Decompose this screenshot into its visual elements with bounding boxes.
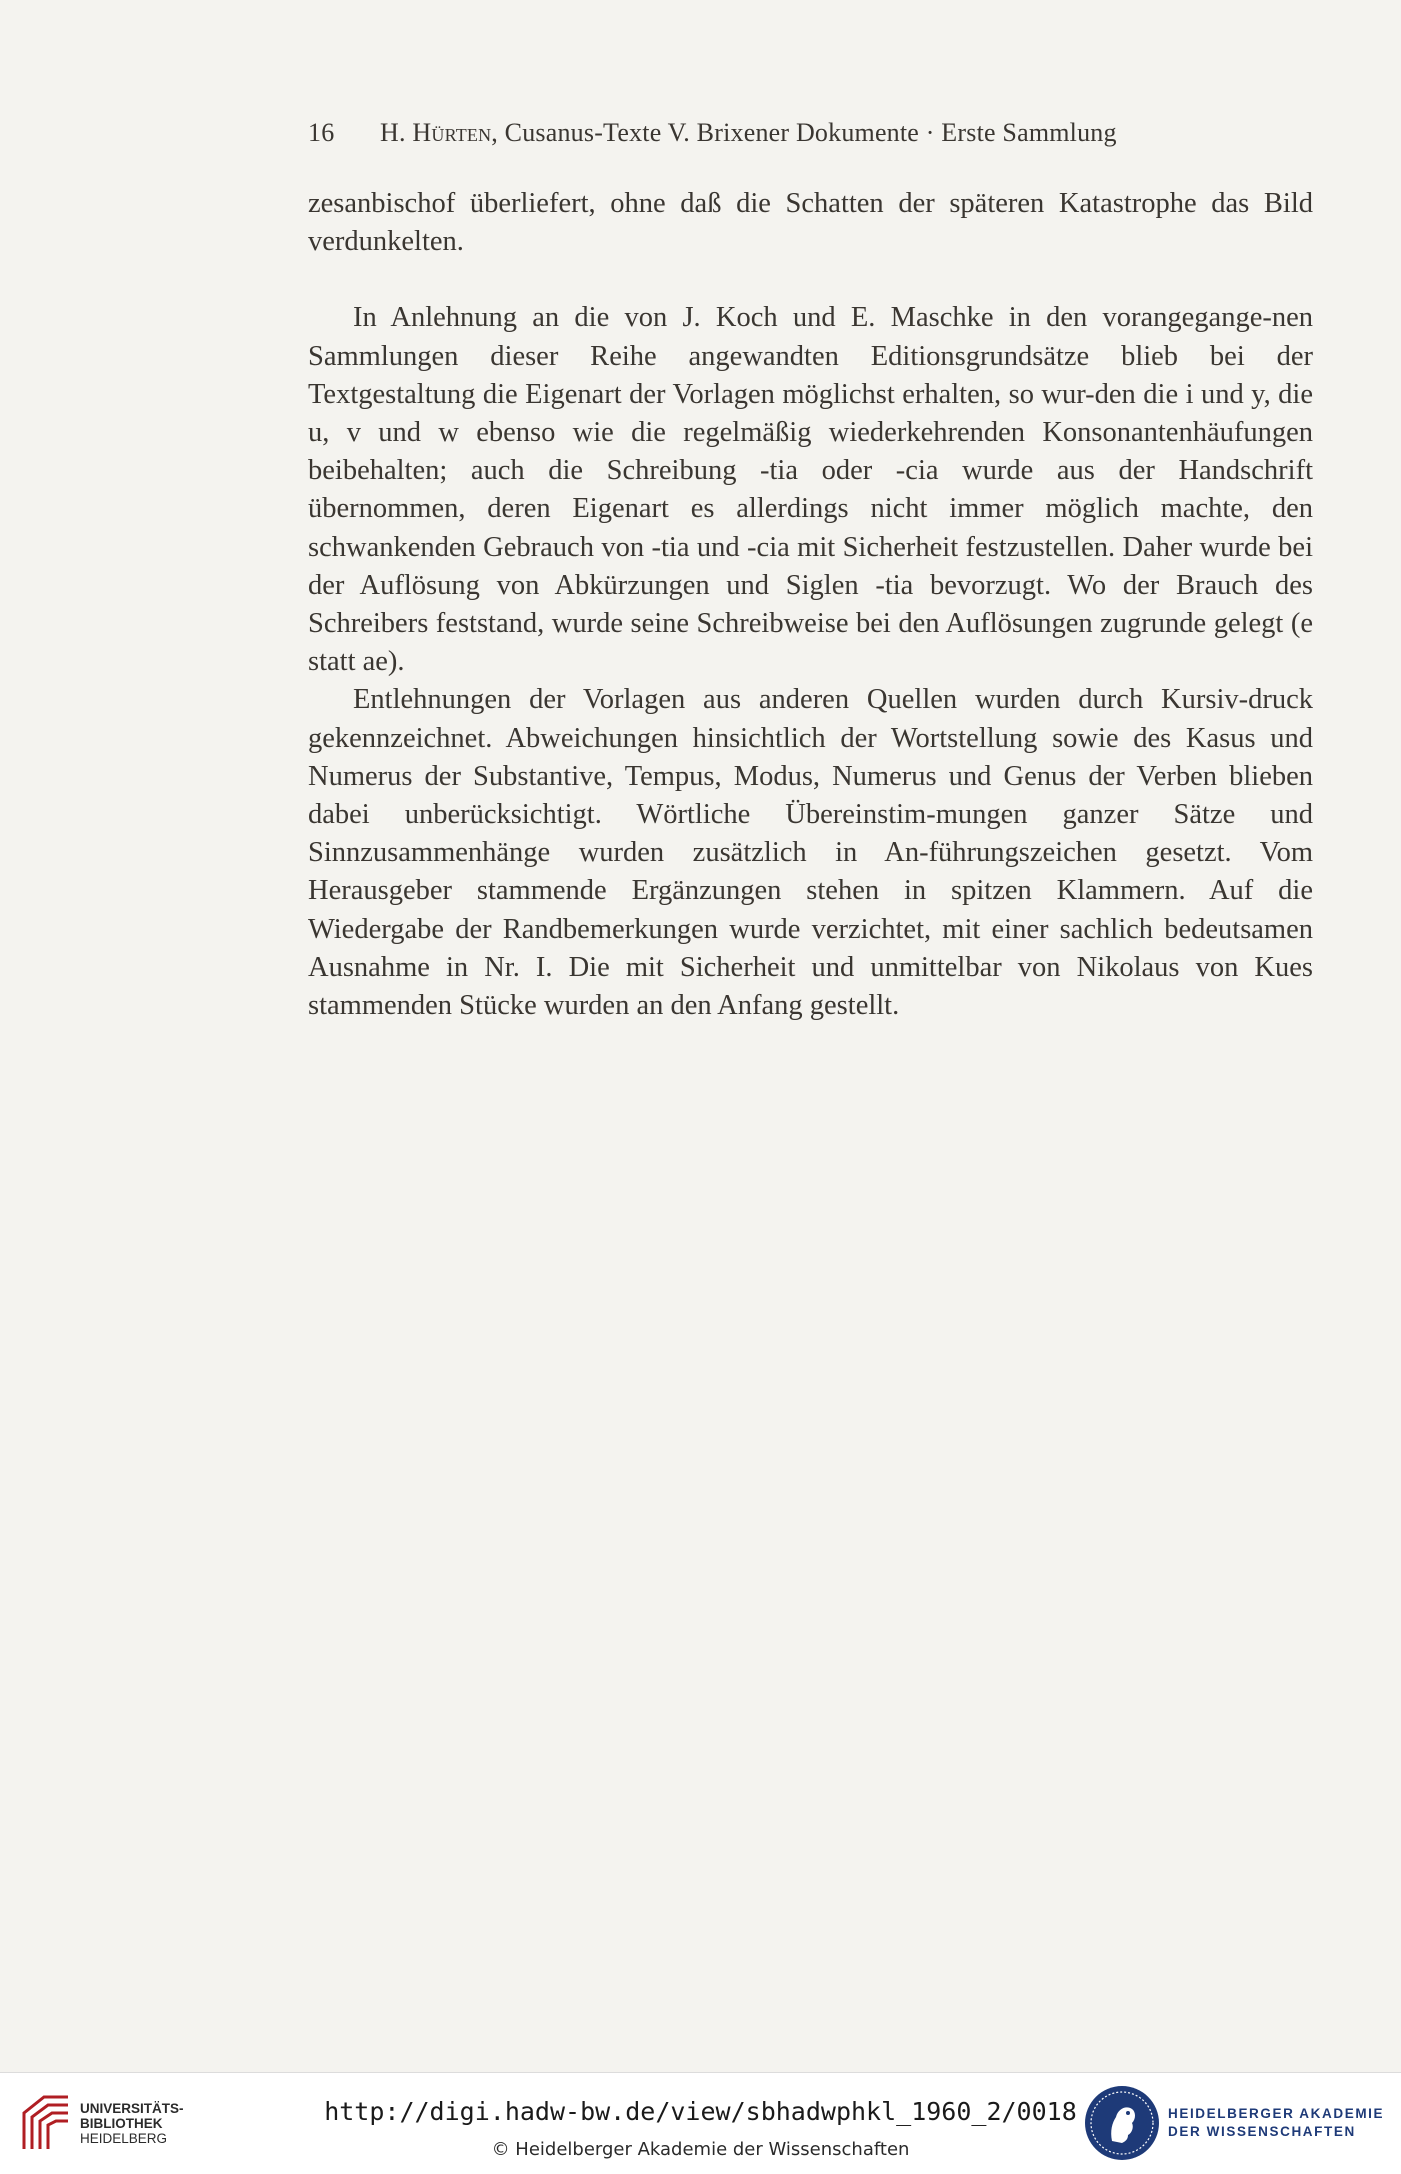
author-name: Hürten [412, 118, 492, 147]
academy-seal-icon [1082, 2083, 1162, 2163]
ub-line-1: UNIVERSITÄTS- [80, 2101, 184, 2116]
academy-line-2: DER WISSENSCHAFTEN [1168, 2124, 1356, 2139]
ub-line-3: HEIDELBERG [80, 2131, 168, 2146]
footer-bar [0, 2072, 1401, 2174]
paragraph: In Anlehnung an die von J. Koch und E. Maschke in den vorangegange-nen Sammlungen dieser Reihe angewandten Editionsgrundsätze blieb bei der Textgestaltung die Eigenart der Vorlagen möglichst erhalten, so wur-den die i und y, die u, v und w ebenso wie die regelmäßig wiederkehrenden Konsonantenhäufungen beibehalten; auch die Schreibung -tia oder -cia wurde aus der Handschrift übernommen, deren Eigenart es allerdings nicht immer möglich machte, den schwankenden Gebrauch von -tia und -cia mit Sicherheit festzustellen. Daher wurde bei der Auflösung von Abkürzungen und Siglen -tia bevorzugt. Wo der Brauch des Schreibers feststand, wurde seine Schreibweise bei den Auflösungen zugrunde gelegt (e statt ae). [308, 302, 1313, 678]
page-number: 16 [308, 118, 335, 147]
paragraph: zesanbischof überliefert, ohne daß die Schatten der späteren Katastrophe das Bild verdunkelten. [308, 188, 1313, 258]
academy-name [1168, 2105, 1384, 2141]
running-header [308, 118, 1238, 148]
body-text [308, 185, 1313, 1025]
ub-line-2: BIBLIOTHEK [80, 2116, 163, 2131]
author-initial: H. [380, 118, 406, 147]
copyright-notice: © Heidelberger Akademie der Wissenschaften [491, 2139, 910, 2160]
running-title: , Cusanus-Texte V. Brixener Dokumente · Erste Sammlung [491, 118, 1117, 147]
academy-line-1: HEIDELBERGER AKADEMIE [1168, 2106, 1385, 2121]
paragraph: Entlehnungen der Vorlagen aus anderen Quellen wurden durch Kursiv-druck gekennzeichnet. Abweichungen hinsichtlich der Wortstellung sowie des Kasus und Numerus der Substantive, Tempus, Modus, Numerus und Genus der Verben blieben dabei unberücksichtigt. Wörtliche Übereinstim-mungen ganzer Sätze und Sinnzusammenhänge wurden zusätzlich in An-führungszeichen gesetzt. Vom Herausgeber stammende Ergänzungen stehen in spitzen Klammern. Auf die Wiedergabe der Randbemerkungen wurde verzichtet, mit einer sachlich bedeutsamen Ausnahme in Nr. I. Die mit Sicherheit und unmittelbar von Nikolaus von Kues stammenden Stücke wurden an den Anfang gestellt. [308, 684, 1313, 1022]
permalink-url[interactable]: http://digi.hadw-bw.de/view/sbhadwphkl_1960_2/0018 [324, 2097, 1077, 2126]
